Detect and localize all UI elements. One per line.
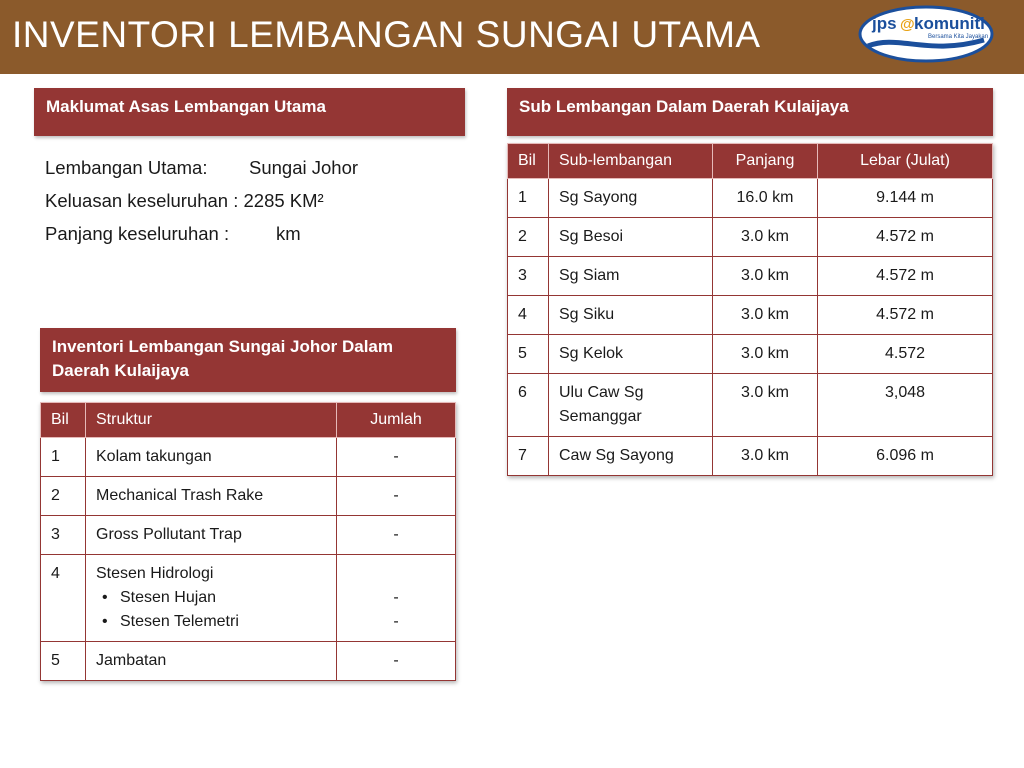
basic-info-heading-text: Maklumat Asas Lembangan Utama [46,97,326,116]
cell-bil: 3 [41,516,86,555]
cell-sub-lembangan: Ulu Caw Sg Semanggar [549,374,713,437]
page-title: INVENTORI LEMBANGAN SUNGAI UTAMA [12,14,761,55]
info-row-keluasan [45,184,358,217]
cell-jumlah: - [337,438,456,477]
col-header-bil: Bil [508,144,549,179]
jumlah-subitem: - [393,613,399,630]
cell-bil: 2 [508,218,549,257]
cell-struktur: Jambatan [86,642,337,681]
cell-sub-lembangan: Sg Sayong [549,179,713,218]
logo-text-komuniti: komuniti [914,14,985,33]
table-row [508,257,993,296]
cell-jumlah: - [337,642,456,681]
cell-bil: 3 [508,257,549,296]
info-label: Lembangan Utama: [45,157,208,178]
table-row [41,642,456,681]
cell-panjang: 3.0 km [713,335,818,374]
struktur-sublist [96,586,326,634]
cell-panjang: 3.0 km [713,218,818,257]
table-row [41,477,456,516]
col-header-lebar: Lebar (Julat) [818,144,993,179]
inventory-heading-text: Inventori Lembangan Sungai Johor Dalam Daerah Kulaijaya [52,337,393,380]
inventory-table [40,402,456,681]
info-label: Keluasan keseluruhan : [45,190,239,211]
cell-lebar: 4.572 [818,335,993,374]
logo-tagline: Bersama Kita Jayakan [928,34,989,40]
cell-bil: 1 [508,179,549,218]
cell-panjang: 16.0 km [713,179,818,218]
table-row [508,335,993,374]
sub-basins-table [507,143,993,476]
sub-basins-heading-text: Sub Lembangan Dalam Daerah Kulaijaya [519,97,849,116]
info-row-lembangan [45,151,358,184]
cell-lebar: 9.144 m [818,179,993,218]
cell-struktur: Gross Pollutant Trap [86,516,337,555]
cell-bil: 2 [41,477,86,516]
col-header-jumlah: Jumlah [337,403,456,438]
table-row [508,437,993,476]
info-value: 2285 KM² [243,190,324,211]
basic-info [45,151,358,250]
cell-struktur: Kolam takungan [86,438,337,477]
table-row [508,218,993,257]
struktur-subitem: • Stesen Hujan [120,586,326,610]
cell-bil: 4 [508,296,549,335]
basic-info-heading [34,88,465,136]
cell-bil: 7 [508,437,549,476]
logo-text-at: @ [900,16,915,33]
cell-jumlah [337,555,456,642]
col-header-panjang: Panjang [713,144,818,179]
cell-panjang: 3.0 km [713,437,818,476]
cell-lebar: 4.572 m [818,257,993,296]
cell-bil: 1 [41,438,86,477]
table-row [508,179,993,218]
sub-basins-heading [507,88,993,136]
cell-bil: 5 [41,642,86,681]
cell-lebar: 3,048 [818,374,993,437]
info-value: Sungai Johor [249,157,359,178]
cell-panjang: 3.0 km [713,296,818,335]
inventory-heading [40,328,456,392]
cell-bil: 4 [41,555,86,642]
cell-sub-lembangan: Caw Sg Sayong [549,437,713,476]
cell-jumlah: - [337,516,456,555]
jumlah-subitem: - [393,589,399,606]
col-header-sub-lembangan: Sub-lembangan [549,144,713,179]
table-row [41,516,456,555]
cell-lebar: 6.096 m [818,437,993,476]
table-header-row [508,144,993,179]
struktur-label: Stesen Hidrologi [96,565,214,582]
table-row [41,438,456,477]
cell-sub-lembangan: Sg Besoi [549,218,713,257]
info-label: Panjang keseluruhan : [45,223,230,244]
cell-lebar: 4.572 m [818,296,993,335]
logo-text-jps: jps [872,14,897,33]
cell-struktur [86,555,337,642]
cell-jumlah: - [337,477,456,516]
cell-sub-lembangan: Sg Kelok [549,335,713,374]
info-row-panjang [45,217,358,250]
col-header-struktur: Struktur [86,403,337,438]
table-row [508,374,993,437]
info-value: km [276,223,301,244]
cell-struktur: Mechanical Trash Rake [86,477,337,516]
table-header-row [41,403,456,438]
table-row [508,296,993,335]
cell-panjang: 3.0 km [713,257,818,296]
col-header-bil: Bil [41,403,86,438]
cell-sub-lembangan: Sg Siku [549,296,713,335]
jps-komuniti-logo [858,4,994,64]
title-bar [0,0,1024,74]
table-row [41,555,456,642]
cell-bil: 6 [508,374,549,437]
cell-panjang: 3.0 km [713,374,818,437]
cell-bil: 5 [508,335,549,374]
cell-lebar: 4.572 m [818,218,993,257]
cell-sub-lembangan: Sg Siam [549,257,713,296]
struktur-subitem: • Stesen Telemetri [120,610,326,634]
